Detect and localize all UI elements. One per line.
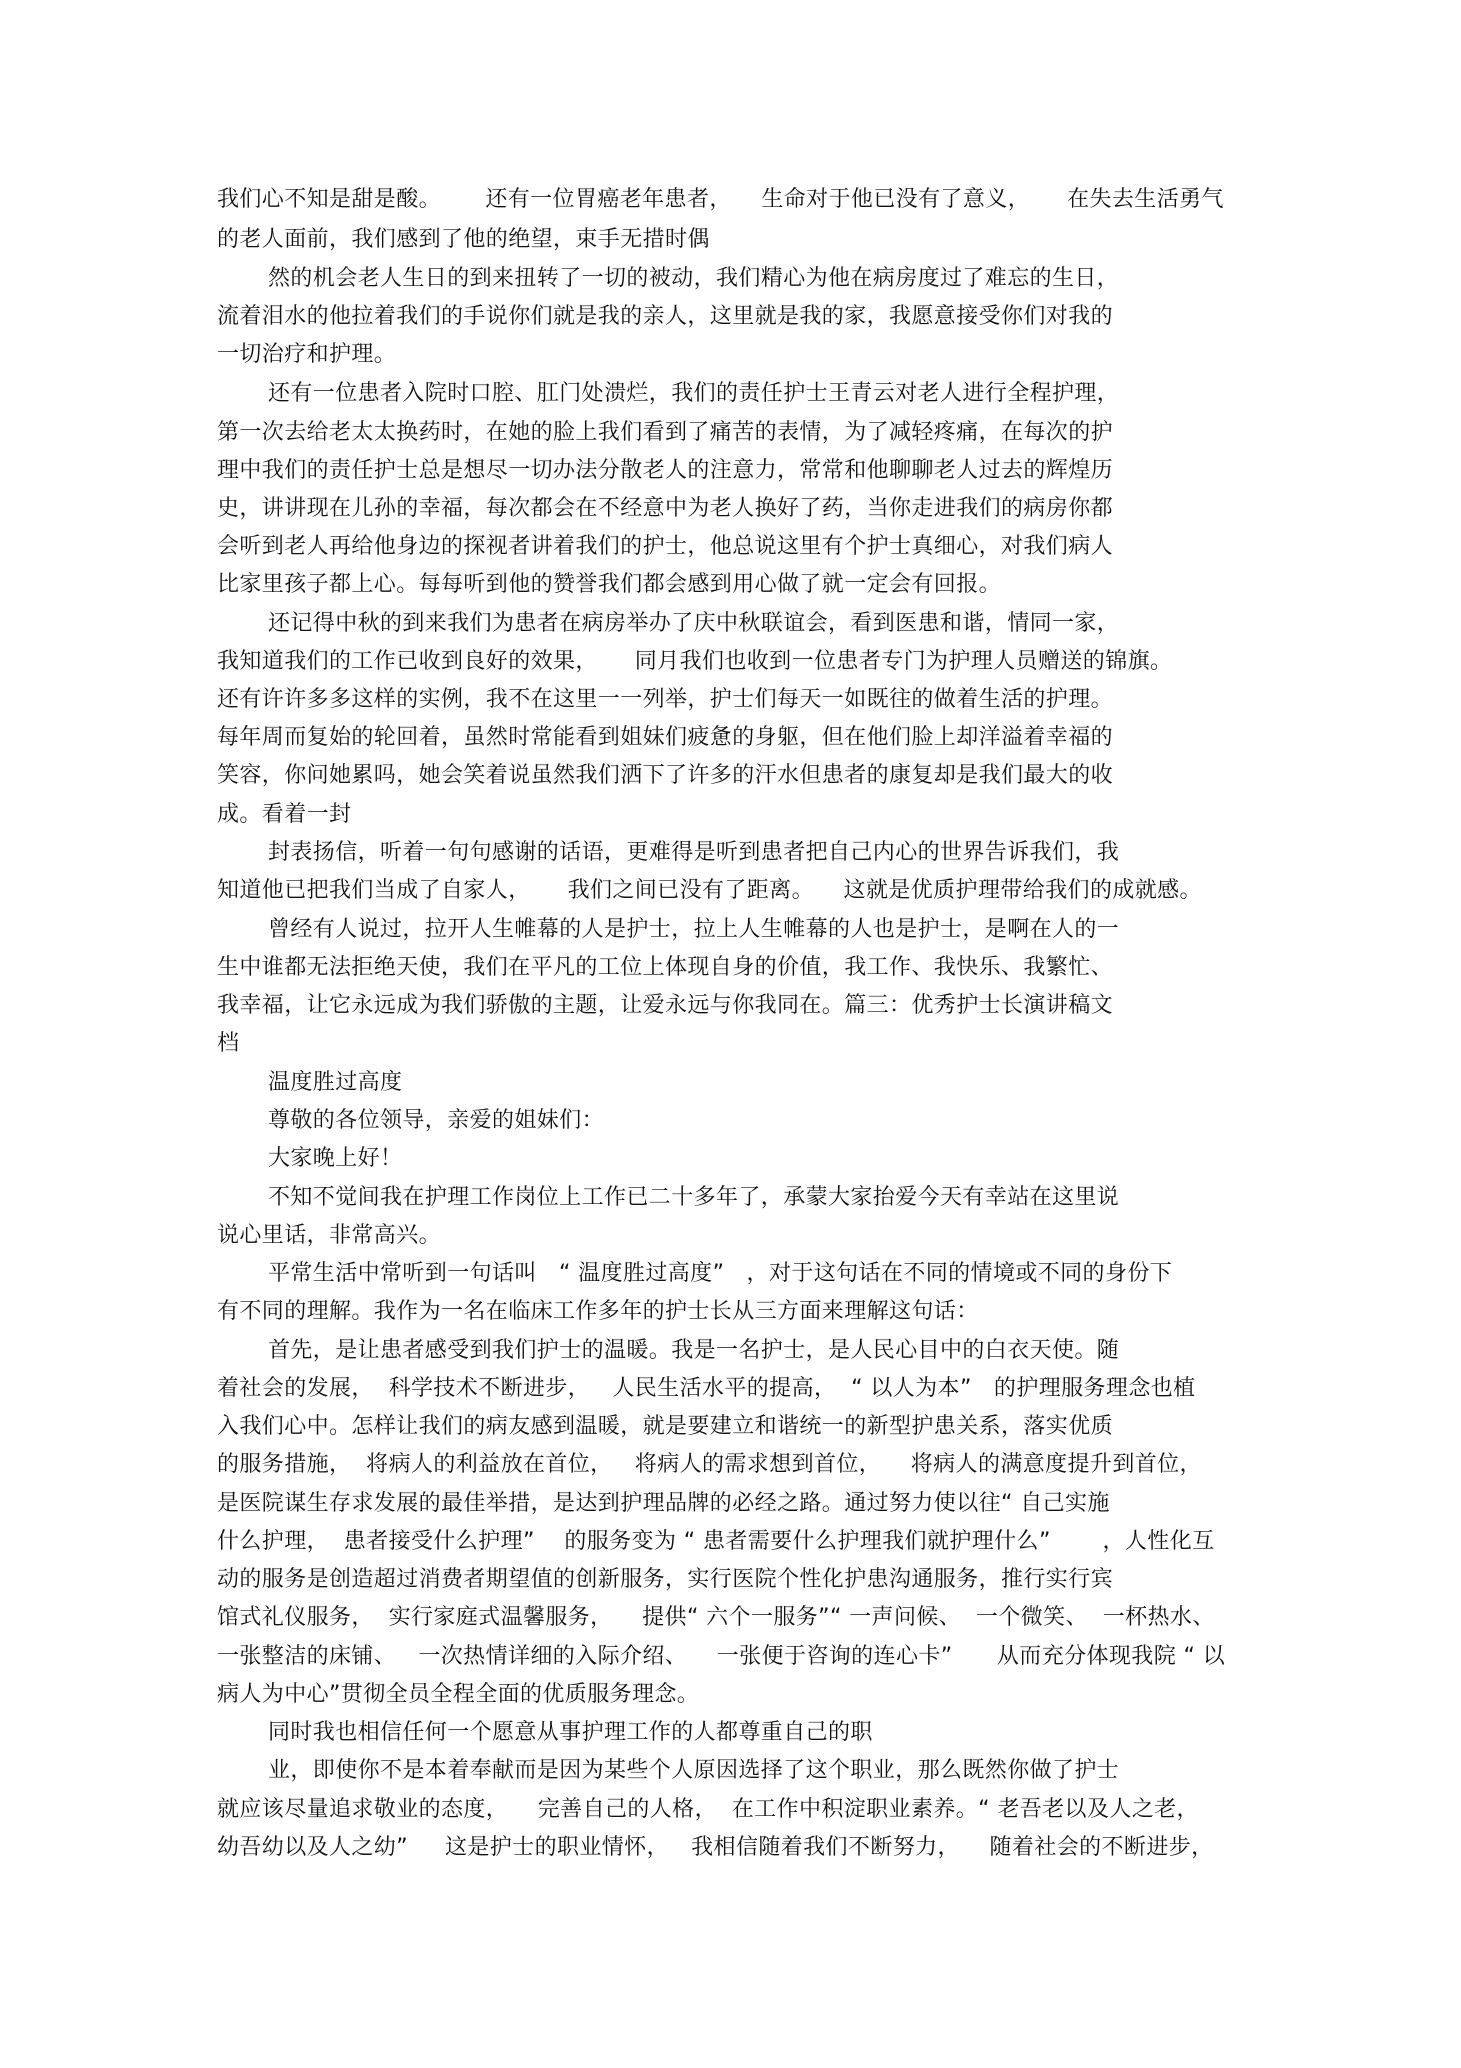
text-line: 不知不觉间我在护理工作岗位上工作已二十多年了，承蒙大家抬爱今天有幸站在这里说 [268,1185,1120,1210]
text-line: 是医院谋生存求发展的最佳举措，是达到护理品牌的必经之路。通过努力使以往“ 自己实施 [217,1491,1110,1516]
text-line: 理中我们的责任护士总是想尽一切办法分散老人的注意力，常常和他聊聊老人过去的辉煌历 [217,458,1114,483]
text-line: 大家晚上好！ [268,1146,403,1171]
text-line: 档 [217,1031,240,1056]
text-line: 还记得中秋的到来我们为患者在病房举办了庆中秋联谊会，看到医患和谐，情同一家， [268,611,1120,636]
text-line: 生中谁都无法拒绝天使，我们在平凡的工位上体现自身的价值，我工作、我快乐、我繁忙、 [217,955,1114,980]
text-line: 我们心不知是甜是酸。 还有一位胃癌老年患者， 生命对于他已没有了意义， 在失去生活勇气 [217,187,1224,212]
text-line: 就应该尽量追求敬业的态度， 完善自己的人格， 在工作中积淀职业素养。“ 老吾老以及人之老， [217,1797,1199,1822]
text-line: 我知道我们的工作已收到良好的效果， 同月我们也收到一位患者专门为护理人员赠送的锦旗。 [217,649,1173,674]
text-line: 业，即使你不是本着奉献而是因为某些个人原因选择了这个职业，那么既然你做了护士 [268,1758,1120,1783]
text-line: 还有一位患者入院时口腔、肛门处溃烂，我们的责任护士王青云对老人进行全程护理， [268,381,1120,406]
text-line: 幼吾幼以及人之幼” 这是护士的职业情怀， 我相信随着我们不断努力， 随着社会的不断进步， [217,1835,1214,1860]
text-line: 入我们心中。怎样让我们的病友感到温暖，就是要建立和谐统一的新型护患关系，落实优质 [217,1414,1114,1439]
text-line: 的服务措施， 将病人的利益放在首位， 将病人的需求想到首位， 将病人的满意度提升到首位， [217,1452,1202,1477]
text-line: 温度胜过高度 [268,1070,403,1095]
text-line: 说心里话，非常高兴。 [217,1223,442,1248]
text-line: 同时我也相信任何一个愿意从事护理工作的人都尊重自己的职 [268,1720,873,1745]
text-line: 首先，是让患者感受到我们护士的温暖。我是一名护士，是人民心目中的白衣天使。随 [268,1338,1120,1363]
text-line: 的老人面前，我们感到了他的绝望，束手无措时偶 [217,227,710,252]
text-line: 然的机会老人生日的到来扭转了一切的被动，我们精心为他在病房度过了难忘的生日， [268,266,1120,291]
text-line: 尊敬的各位领导，亲爱的姐妹们： [268,1108,605,1133]
text-line: 每年周而复始的轮回着，虽然时常能看到姐妹们疲惫的身躯，但在他们脸上却洋溢着幸福的 [217,725,1114,750]
text-line: 会听到老人再给他身边的探视者讲着我们的护士，他总说这里有个护士真细心，对我们病人 [217,534,1114,559]
text-line: 着社会的发展， 科学技术不断进步， 人民生活水平的提高， “ 以人为本” 的护理服务理念也植 [217,1376,1196,1401]
text-line: 平常生活中常听到一句话叫 “ 温度胜过高度” ，对于这句话在不同的情境或不同的身份下 [268,1261,1173,1286]
text-line: 知道他已把我们当成了自家人， 我们之间已没有了距离。 这就是优质护理带给我们的成就感。 [217,878,1202,903]
text-line: 成。看着一封 [217,802,352,827]
text-line: 第一次去给老太太换药时，在她的脸上我们看到了痛苦的表情，为了减轻疼痛，在每次的护 [217,420,1114,445]
text-line: 一切治疗和护理。 [217,342,397,367]
text-line: 我幸福，让它永远成为我们骄傲的主题，让爱永远与你我同在。篇三：优秀护士长演讲稿文 [217,993,1114,1018]
text-line: 有不同的理解。我作为一名在临床工作多年的护士长从三方面来理解这句话： [217,1299,979,1324]
text-line: 笑容，你问她累吗，她会笑着说虽然我们洒下了许多的汗水但患者的康复却是我们最大的收 [217,763,1114,788]
text-line: 一张整洁的床铺、 一次热情详细的入际介绍、 一张便于咨询的连心卡” 从而充分体现我院 “ 以 [217,1644,1226,1669]
text-line: 封表扬信，听着一句句感谢的话语，更难得是听到患者把自己内心的世界告诉我们，我 [268,840,1120,865]
text-line: 馆式礼仪服务， 实行家庭式温馨服务， 提供“ 六个一服务”“ 一声问候、 一个微笑、 一杯热水、 [217,1605,1215,1630]
text-line: 病人为中心”贯彻全员全程全面的优质服务理念。 [217,1682,700,1707]
text-line: 还有许许多多这样的实例，我不在这里一一列举，护士们每天一如既往的做着生活的护理。 [217,687,1114,712]
text-line: 曾经有人说过，拉开人生帷幕的人是护士，拉上人生帷幕的人也是护士，是啊在人的一 [268,917,1120,942]
text-line: 什么护理， 患者接受什么护理” 的服务变为 “ 患者需要什么护理我们就护理什么” ，人性化互 [217,1529,1215,1554]
text-line: 动的服务是创造超过消费者期望值的创新服务，实行医院个性化护患沟通服务，推行实行宾 [217,1567,1114,1592]
text-line: 史，讲讲现在儿孙的幸福，每次都会在不经意中为老人换好了药，当你走进我们的病房你都 [217,496,1114,521]
text-line: 比家里孩子都上心。每每听到他的赞誉我们都会感到用心做了就一定会有回报。 [217,572,1002,597]
text-line: 流着泪水的他拉着我们的手说你们就是我的亲人，这里就是我的家，我愿意接受你们对我的 [217,304,1114,329]
